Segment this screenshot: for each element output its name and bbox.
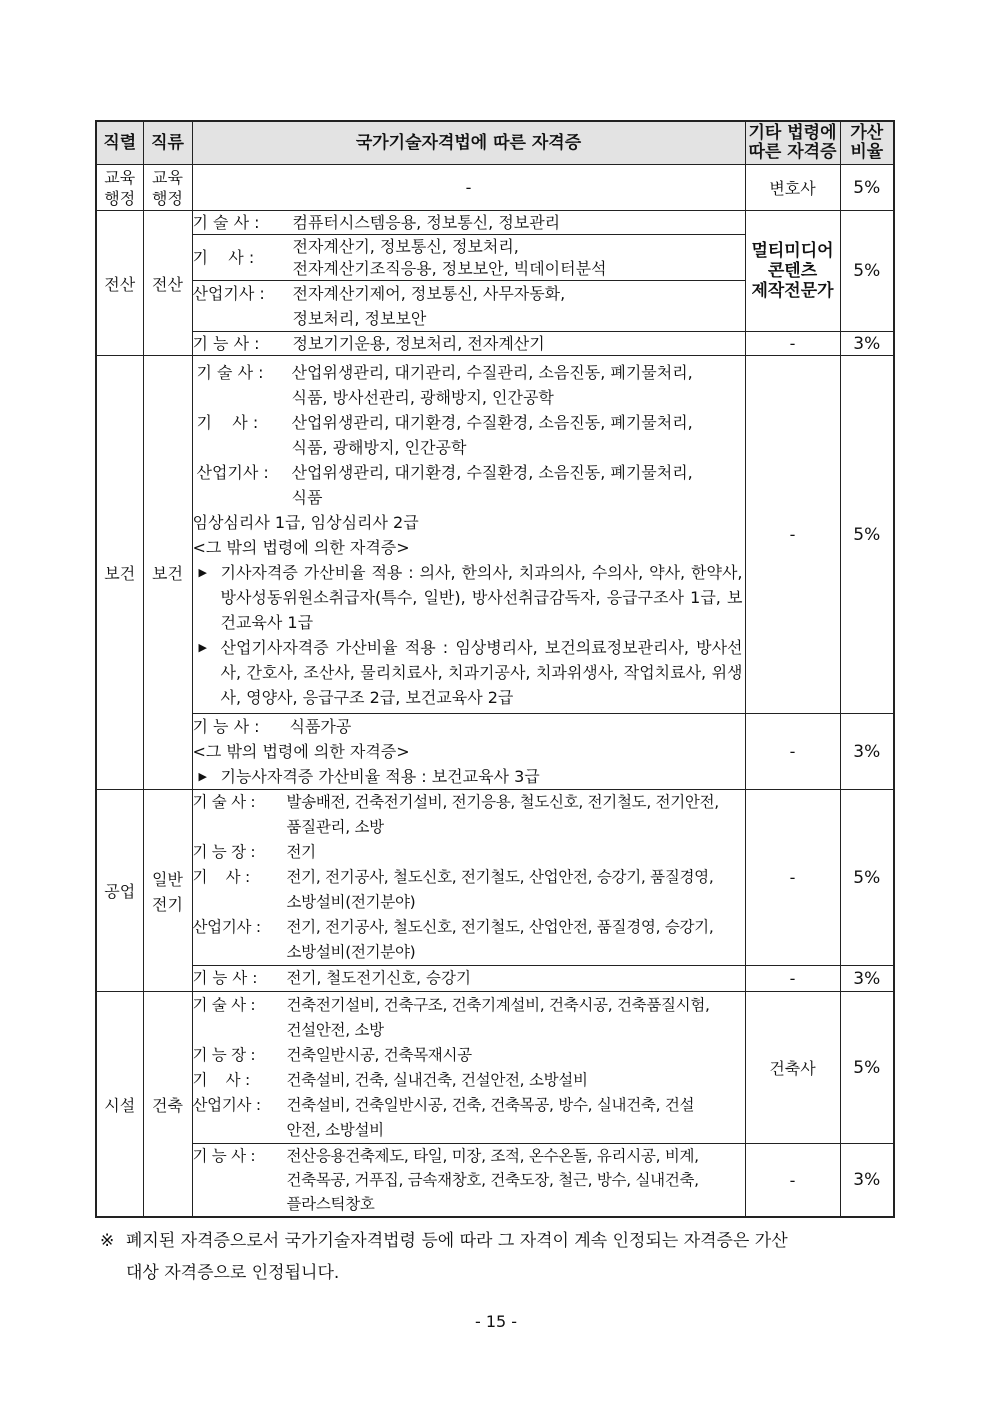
elec-craftsman-other: - [745, 966, 840, 992]
header-bonus [840, 121, 894, 165]
arch-certs: 기 술 사 : 건축전기설비, 건축구조, 건축기계설비, 건축시공, 건축품질시험, 건설안전, 소방 기 능 장 : 건축일반시공, 건축목재시공 기 사 : 건축설비, 건축, 실내건축, 건설안전, 소방설비 산업기사 : 건축설비, 건축일반시공, 건축, 건축목공, 방수, 실내건축, 건설 안전, 소방설비 [192, 992, 745, 1144]
header-other-cert-line2: 따른 자격증 [748, 142, 837, 162]
table-row-elec-2 [96, 966, 894, 992]
table-row-elec-1 [96, 790, 894, 966]
arch-craftsman-other: - [745, 1144, 840, 1218]
page-number: - 15 - [474, 1312, 518, 1331]
it-craftsman: 기 능 사 : 정보기기운용, 정보처리, 전자계산기 [192, 332, 745, 356]
table-row-it-1 [96, 211, 894, 235]
header-bonus-line2: 비율 [850, 142, 884, 162]
health-bullet-1: ▶ 기사자격증 가산비율 적용 : 의사, 한의사, 치과의사, 수의사, 약사, 한약사, 방사성동위원소취급자(특수, 일반), 방사선취급감독자, 응급구조사 1급, 보건교육사 1급 [193, 560, 745, 635]
edu-grade: 교육 행정 [96, 165, 143, 211]
arch-series: 건축 [143, 992, 192, 1218]
arch-bonus: 5% [840, 992, 894, 1144]
table-row-edu [96, 165, 894, 211]
table-header-row [96, 121, 894, 165]
elec-bonus: 5% [840, 790, 894, 966]
table-row-health-2 [96, 714, 894, 790]
footnote [100, 1225, 900, 1289]
triangle-bullet-icon: ▶ [198, 770, 207, 783]
it-engineer-pro: 기 술 사 : 컴퓨터시스템응용, 정보통신, 정보관리 [192, 211, 745, 235]
triangle-bullet-icon: ▶ [198, 640, 207, 654]
health-craftsman-bullet: ▶ 기능사자격증 가산비율 적용 : 보건교육사 3급 [193, 764, 745, 789]
health-grade: 보건 [96, 356, 143, 790]
health-series: 보건 [143, 356, 192, 790]
footnote-line2: 대상 자격증으로 인정됩니다. [126, 1263, 340, 1283]
it-other: 멀티미디어 콘텐츠 제작전문가 [745, 211, 840, 332]
it-industrial-engineer: 산업기사 : 전자계산기제어, 정보통신, 사무자동화, 정보처리, 정보보안 [192, 281, 745, 332]
table-row-arch-1 [96, 992, 894, 1144]
health-certs: 기 술 사 : 산업위생관리, 대기관리, 수질관리, 소음진동, 폐기물처리, 식품, 방사선관리, 광해방지, 인간공학 기 사 : 산업위생관리, 대기환경, 수질환경, 소음진동, 폐기물처리, 식품, 광해방지, 인간공학 산업기사 : 산업위생관리, 대기환경, 수질환경, 소음진동, 폐기물처리, 식품 임상심리사 1급, 임상심리사 2급 <그 밖의 법령에 의한 자격증> ▶ 기사자격증 가산비율 적용 : 의사, 한의사, 치과의사, 수의사, 약사, 한약사, 방사성동위원소취급자(특수, 일반), 방사선취급감독자, 응급구조사 1급, 보건교육사 1급 ▶ 산업기사자격증 가산비율 적용 : 임상병리사, 보건의료정보관리사, 방사선사, 간호사, 조산사, 물리치료사, 치과기공사, 치과위생사, 작업치료사, 위생사, 영양사, 응급구조 2급, 보건교육사 2급 [192, 356, 745, 714]
edu-other: 변호사 [745, 165, 840, 211]
table-row-health-1 [96, 356, 894, 714]
health-other-law-heading: <그 밖의 법령에 의한 자격증> [192, 537, 410, 557]
arch-other: 건축사 [745, 992, 840, 1144]
it-grade: 전산 [96, 211, 143, 356]
health-craftsman-other-law: <그 밖의 법령에 의한 자격증> [192, 742, 410, 761]
reference-mark-icon: ※ [100, 1231, 115, 1251]
it-craftsman-other: - [745, 332, 840, 356]
elec-craftsman-bonus: 3% [840, 966, 894, 992]
certificate-table [95, 120, 895, 1218]
table-row-arch-2 [96, 1144, 894, 1218]
header-national-cert: 국가기술자격법에 따른 자격증 [192, 121, 745, 165]
health-craftsman-other: - [745, 714, 840, 790]
arch-grade: 시설 [96, 992, 143, 1218]
it-engineer: 기 사 : 전자계산기, 정보통신, 정보처리, 전자계산기조직응용, 정보보안, 빅데이터분석 [192, 235, 745, 281]
it-series: 전산 [143, 211, 192, 356]
arch-craftsman-bonus: 3% [840, 1144, 894, 1218]
health-craftsman: 기 능 사 : 식품가공 <그 밖의 법령에 의한 자격증> ▶ 기능사자격증 가산비율 적용 : 보건교육사 3급 [192, 714, 745, 790]
header-other-cert [745, 121, 840, 165]
edu-series: 교육 행정 [143, 165, 192, 211]
table-row-it-4 [96, 332, 894, 356]
triangle-bullet-icon: ▶ [198, 565, 207, 579]
elec-series: 일반 전기 [143, 790, 192, 992]
edu-national: - [192, 165, 745, 211]
header-bonus-line1: 가산 [850, 123, 884, 143]
it-bonus: 5% [840, 211, 894, 332]
arch-craftsman: 기 능 사 : 전산응용건축제도, 타일, 미장, 조적, 온수온돌, 유리시공, 비계, 건축목공, 거푸집, 금속재창호, 건축도장, 철근, 방수, 실내건축, 플라스틱창호 [192, 1144, 745, 1218]
health-bullet-2: ▶ 산업기사자격증 가산비율 적용 : 임상병리사, 보건의료정보관리사, 방사선사, 간호사, 조산사, 물리치료사, 치과기공사, 치과위생사, 작업치료사, 위생사, 영양사, 응급구조 2급, 보건교육사 2급 [193, 635, 745, 710]
footnote-line1: 폐지된 자격증으로서 국가기술자격법령 등에 따라 그 자격이 계속 인정되는 자격증은 가산 [126, 1231, 788, 1251]
edu-bonus: 5% [840, 165, 894, 211]
elec-certs: 기 술 사 : 발송배전, 건축전기설비, 전기응용, 철도신호, 전기철도, 전기안전, 품질관리, 소방 기 능 장 : 전기 기 사 : 전기, 전기공사, 철도신호, 전기철도, 산업안전, 승강기, 품질경영, 소방설비(전기분야) 산업기사 : 전기, 전기공사, 철도신호, 전기철도, 산업안전, 품질경영, 승강기, 소방설비(전기분야) [192, 790, 745, 966]
elec-grade: 공업 [96, 790, 143, 992]
header-series: 직류 [143, 121, 192, 165]
elec-other: - [745, 790, 840, 966]
it-craftsman-bonus: 3% [840, 332, 894, 356]
header-grade: 직렬 [96, 121, 143, 165]
health-craftsman-bonus: 3% [840, 714, 894, 790]
elec-craftsman: 기 능 사 : 전기, 철도전기신호, 승강기 [192, 966, 745, 992]
health-bonus: 5% [840, 356, 894, 714]
health-other: - [745, 356, 840, 714]
health-psych: 임상심리사 1급, 임상심리사 2급 [192, 512, 419, 532]
header-other-cert-line1: 기타 법령에 [748, 123, 837, 143]
